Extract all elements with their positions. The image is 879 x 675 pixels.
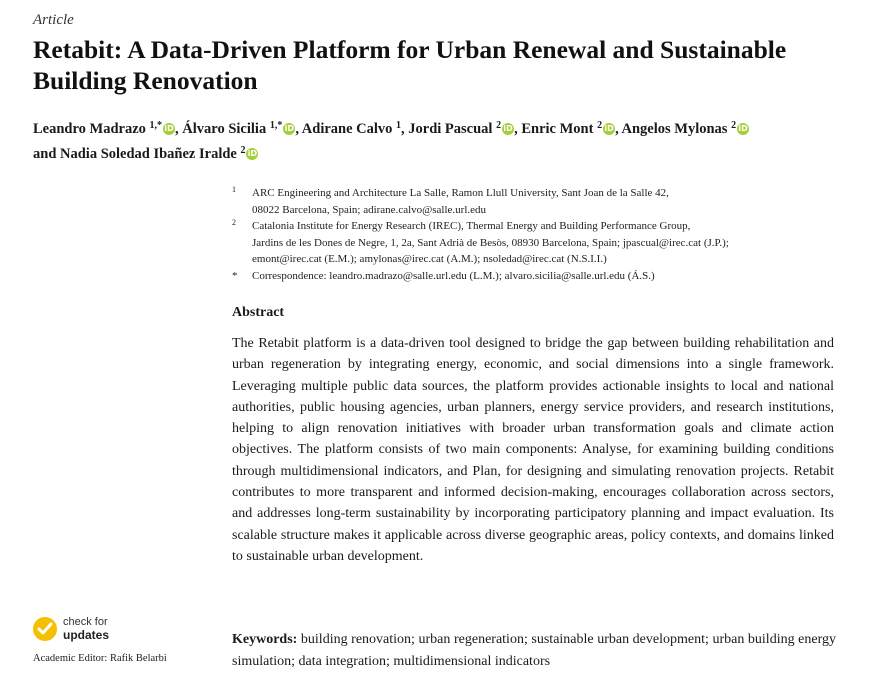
orcid-icon[interactable]: iD — [738, 124, 748, 133]
affiliation-item — [232, 185, 852, 218]
affiliation-line: 08022 Barcelona, Spain; adirane.calvo@salle.url.edu — [252, 203, 487, 216]
academic-editor: Academic Editor: Rafik Belarbi — [33, 653, 167, 664]
author-affiliation-mark: 1,* — [149, 120, 163, 131]
keywords-text: building renovation; urban regeneration; sustainable urban development; urban building energy simulation; data integration; multidimensional indicators — [232, 632, 836, 669]
article-type-label: Article — [33, 12, 74, 28]
affiliation-line: emont@irec.cat (E.M.); amylonas@irec.cat (A.M.); nsoledad@irec.cat (N.S.I.I.) — [252, 253, 607, 265]
abstract-heading: Abstract — [232, 305, 285, 320]
affiliation-line: ARC Engineering and Architecture La Salle, Ramon Llull University, Sant Joan de la Salle 42, — [252, 187, 669, 199]
author-name: Álvaro Sicilia — [182, 121, 267, 137]
check-for-updates-button[interactable] — [33, 615, 153, 645]
keywords-label: Keywords: — [232, 632, 298, 647]
orcid-icon[interactable]: iD — [164, 124, 174, 133]
author-name: Enric Mont — [521, 121, 594, 137]
author-name: Adirane Calvo — [301, 121, 393, 137]
author-separator: , — [175, 121, 183, 137]
author-separator: , — [615, 121, 622, 137]
author-list — [33, 115, 863, 165]
author-affiliation-mark: 2 — [731, 120, 737, 131]
affiliations — [232, 185, 852, 284]
author-affiliation-mark: 1,* — [269, 120, 283, 131]
orcid-icon[interactable]: iD — [503, 124, 513, 133]
check-updates-line2: updates — [63, 628, 110, 642]
author-separator: , — [295, 121, 302, 137]
author-separator: , — [401, 121, 409, 137]
affiliation-line: Correspondence: leandro.madrazo@salle.url.edu (L.M.); alvaro.sicilia@salle.url.edu (Á.S.) — [252, 269, 655, 282]
author-affiliation-mark: 2 — [597, 120, 603, 131]
paper-title: Retabit: A Data-Driven Platform for Urban Renewal and Sustainable Building Renovation — [33, 35, 787, 95]
affiliation-item — [232, 268, 852, 285]
keywords — [232, 629, 836, 673]
author-name: Jordi Pascual — [408, 121, 493, 137]
orcid-icon[interactable]: iD — [284, 124, 295, 133]
abstract-text: The Retabit platform is a data-driven tool designed to bridge the gap between building rehabilitation and urban regeneration by integrating energy, economic, and social dimensions into a single framework. Leveraging multiple public data sources, the platform provides actionable insights to local and national authorities, public housing agencies, urban planners, energy service providers, and research institutions, helping to align renovation initiatives with broader urban transformation goals and climate action objectives. The platform consists of two main components: Analyse, for examining building conditions through multidimensional indicators, and Plan, for designing and simulating renovation projects. Retabit contributes to more transparent and informed decision-making, encourages collaboration across sectors, and addresses long-term sustainability by incorporating participatory planning and impact evaluation. Its scalable structure makes it applicable across diverse geographic areas, policy contexts, and domains linked to sustainable urban development. — [232, 336, 834, 564]
affiliation-mark: 1 — [232, 185, 236, 194]
orcid-icon[interactable]: iD — [604, 124, 614, 133]
author-name: and Nadia Soledad Ibañez Iralde — [33, 146, 237, 162]
check-updates-line1: check for — [63, 616, 108, 628]
affiliation-mark: 2 — [232, 218, 236, 227]
author-name: Angelos Mylonas — [621, 121, 728, 137]
author-separator: , — [514, 121, 522, 137]
affiliation-mark: * — [232, 269, 238, 282]
author-affiliation-mark: 2 — [496, 120, 502, 131]
author-separator — [749, 121, 753, 137]
author-affiliation-mark: 1 — [396, 120, 402, 131]
affiliation-line: Jardins de les Dones de Negre, 1, 2a, Sant Adrià de Besòs, 08930 Barcelona, Spain; jpascual@irec.cat (J.P.); — [252, 236, 729, 249]
orcid-icon[interactable]: iD — [247, 149, 258, 158]
affiliation-line: Catalonia Institute for Energy Research (IREC), Thermal Energy and Building Performance Group, — [252, 220, 691, 232]
checkmark-icon — [33, 617, 57, 641]
affiliation-item — [232, 218, 852, 268]
author-name: Leandro Madrazo — [33, 121, 146, 137]
author-affiliation-mark: 2 — [240, 145, 246, 156]
